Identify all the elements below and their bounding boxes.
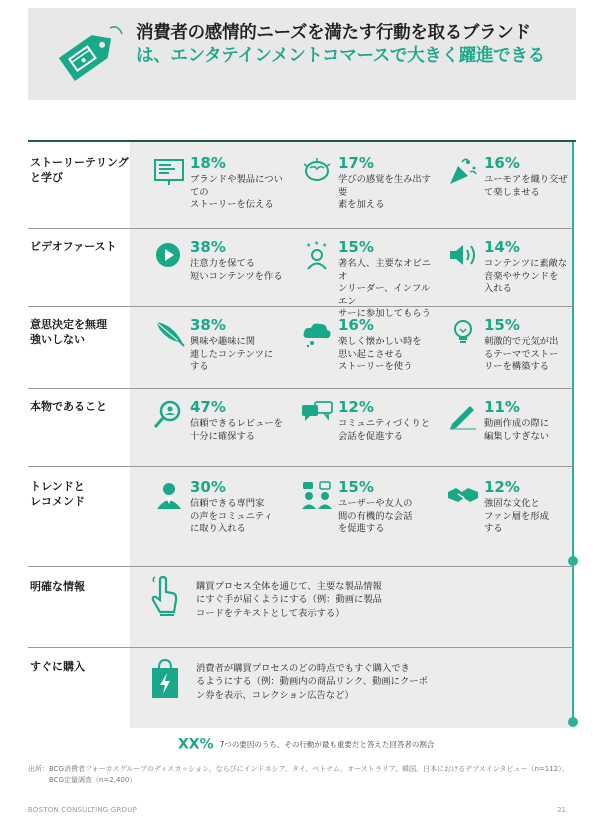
percentage-value: 38% — [190, 316, 226, 334]
magnifier-review-icon — [152, 400, 186, 430]
factor-text: 楽しく懐かしい時を 思い起こさせる ストーリーを使う — [338, 336, 422, 373]
row-label-trends: トレンドと レコメンド — [30, 480, 85, 508]
factor-text: 学びの感覚を生み出す要 素を加える — [338, 174, 431, 211]
cloud-memory-icon — [300, 318, 334, 348]
factor-text: 著名人、主要なオピニオ ンリーダー、インフルエン サーに参加してもらう — [338, 258, 431, 320]
page-title — [136, 22, 566, 68]
feather-icon — [152, 318, 186, 348]
row-divider — [28, 388, 574, 389]
svg-text:★: ★ — [306, 242, 312, 249]
title-line-1: 消費者の感情的ニーズを満たす行動を取るブランド — [136, 23, 531, 43]
percentage-value: 15% — [338, 478, 374, 496]
chat-bubbles-icon — [300, 400, 334, 430]
play-button-icon — [152, 240, 186, 270]
page-number: 21 — [557, 806, 566, 814]
percentage-value: 12% — [484, 478, 520, 496]
percentage-value: 15% — [484, 316, 520, 334]
row-divider — [28, 228, 574, 229]
factor-text: 興味や趣味に関 連したコンテンツに する — [190, 336, 274, 373]
percentage-value: 18% — [190, 154, 226, 172]
svg-text:★: ★ — [314, 240, 320, 247]
percentage-value: 38% — [190, 238, 226, 256]
celebrity-icon — [300, 240, 334, 270]
legend — [178, 734, 434, 756]
factor-text: ユーモアを織り交ぜ て楽しませる — [484, 174, 568, 198]
factor-text: 注意力を保てる 短いコンテンツを作る — [190, 258, 283, 282]
percentage-value: 16% — [338, 316, 374, 334]
factor-text: 強固な文化と ファン層を形成 する — [484, 498, 549, 535]
expert-person-icon — [152, 480, 186, 510]
title-line-2: は、エンタテインメントコマースで大きく躍進できる — [136, 45, 545, 66]
factor-text: コミュニティづくりと 会話を促進する — [338, 418, 431, 442]
page-header — [28, 8, 576, 100]
speaker-icon — [446, 240, 480, 270]
factor-text: 信頼できる専門家 の声をコミュニティ に取り入れる — [190, 498, 273, 535]
row-label-no-pressure: 意思決定を無理 強いしない — [30, 318, 107, 346]
factor-text: 信頼できるレビューを 十分に確保する — [190, 418, 283, 442]
brain-icon — [300, 156, 334, 186]
row-divider — [28, 466, 574, 467]
pencil-icon — [446, 400, 480, 430]
percentage-value: 47% — [190, 398, 226, 416]
price-tag-icon — [50, 20, 128, 88]
row-divider — [28, 306, 574, 307]
factor-text: ブランドや製品についての ストーリーを伝える — [190, 174, 283, 211]
factor-text: 動画作成の際に 編集しすぎない — [484, 418, 550, 442]
party-popper-icon — [446, 156, 480, 186]
handshake-icon — [446, 480, 480, 510]
lightbulb-icon — [446, 318, 480, 348]
row-label-authenticity: 本物であること — [30, 400, 107, 413]
svg-text:★: ★ — [322, 242, 328, 249]
factor-text: ユーザーや友人の 間の有機的な会話 を促進する — [338, 498, 413, 535]
row-label-storytelling: ストーリーテリング と学び — [30, 156, 129, 184]
legend-text: 7つの要因のうち、その行動が最も重要だと答えた回答者の割合 — [219, 740, 435, 749]
footer-org: BOSTON CONSULTING GROUP — [28, 806, 137, 814]
row-divider — [28, 566, 574, 567]
timeline-dot — [568, 556, 578, 566]
factor-text: 刺激的で元気が出 るテーマでストー リーを構築する — [484, 336, 559, 373]
timeline-dot — [568, 717, 578, 727]
tap-hand-icon — [148, 576, 182, 618]
percentage-value: 12% — [338, 398, 374, 416]
factor-text: コンテンツに素敵な 音楽やサウンドを 入れる — [484, 258, 568, 295]
percentage-value: 30% — [190, 478, 226, 496]
percentage-value: 16% — [484, 154, 520, 172]
shopping-bag-icon — [148, 658, 182, 700]
row-label-clear-info: 明確な情報 — [30, 580, 85, 593]
wide-factor-text: 購買プロセス全体を通じて、主要な製品情報 にすぐ手が届くようにする（例：動画に製品 コードをテキストとして表示する） — [196, 581, 382, 619]
source-note: 出所：BCG消費者フォーカスグループのディスカッション、ならびにインドネシア、タイ、ベトナム、オーストラリア、韓国、日本におけるデプスインタビュー（n=112）、 BCG定量調査（n=2,400） — [28, 765, 569, 784]
presentation-board-icon — [152, 156, 186, 186]
row-label-buy-now: すぐに購入 — [30, 660, 85, 673]
percentage-value: 11% — [484, 398, 520, 416]
percentage-value: 17% — [338, 154, 374, 172]
row-divider — [28, 647, 574, 648]
legend-marker: XX% — [178, 736, 214, 753]
percentage-value: 14% — [484, 238, 520, 256]
wide-factor-text: 消費者が購買プロセスのどの時点でもすぐ購入でき るようにする（例：動画内の商品リンク、動画にクーポ ン券を表示、コレクション広告など） — [196, 663, 428, 701]
row-label-video-first: ビデオファースト — [30, 240, 117, 253]
top-rule — [28, 140, 576, 142]
friends-talk-icon — [300, 480, 334, 510]
percentage-value: 15% — [338, 238, 374, 256]
